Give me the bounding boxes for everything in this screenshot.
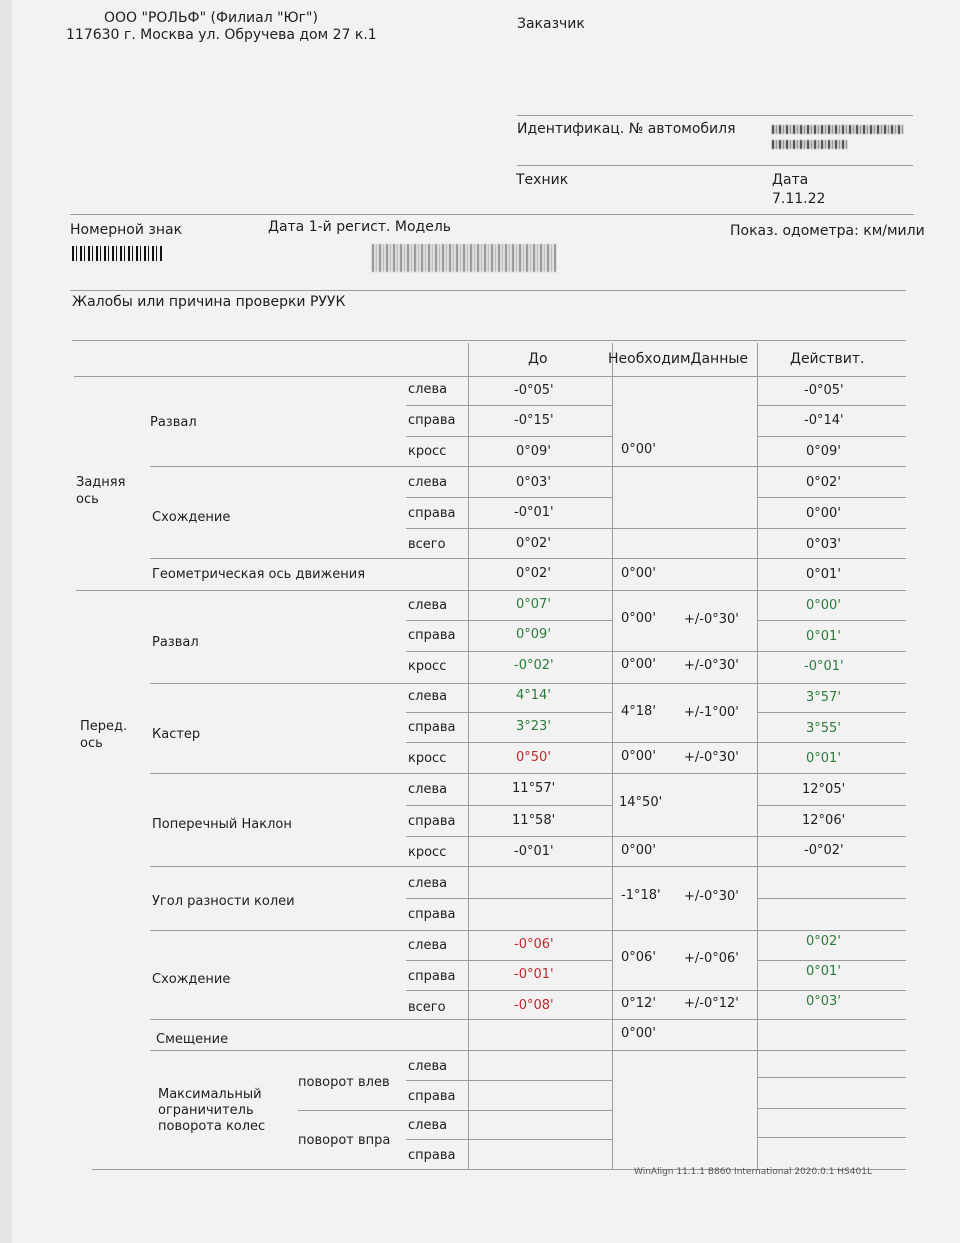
front-camber-cross-tolerance: +/-0°30' — [684, 658, 739, 673]
front-camber-side-left: слева — [408, 598, 448, 613]
front-toe-label: Схождение — [152, 972, 231, 987]
rear-camber-right-actual: -0°14' — [804, 413, 844, 428]
divider — [150, 1050, 906, 1051]
divider — [517, 115, 913, 116]
divider — [406, 405, 612, 406]
caster-tolerance: +/-1°00' — [684, 705, 739, 720]
divider — [406, 436, 612, 437]
rear-camber-left-before: -0°05' — [514, 383, 554, 398]
rear-toe-right-actual: 0°00' — [806, 506, 841, 521]
front-toe-side-total: всего — [408, 1000, 446, 1015]
divider — [757, 1108, 906, 1109]
rear-thrust-required: 0°00' — [621, 566, 656, 581]
sai-required: 14°50' — [619, 795, 663, 810]
redacted-vin-line-1 — [772, 125, 904, 134]
divider — [757, 742, 906, 743]
column-required-header: НеобходимДанные — [608, 351, 749, 367]
caster-cross-before: 0°50' — [516, 750, 551, 765]
rear-toe-side-left: слева — [408, 475, 448, 490]
caster-side-left: слева — [408, 689, 448, 704]
front-toe-required: 0°06' — [621, 950, 656, 965]
front-camber-cross-actual: -0°01' — [804, 659, 844, 674]
divider — [406, 528, 612, 529]
divider — [757, 836, 906, 837]
setback-label: Смещение — [156, 1032, 229, 1047]
divider — [757, 436, 906, 437]
front-camber-left-before: 0°07' — [516, 597, 551, 612]
sai-cross-before: -0°01' — [514, 844, 554, 859]
rear-toe-total-actual: 0°03' — [806, 537, 841, 552]
redacted-model — [372, 244, 556, 272]
divider — [406, 990, 612, 991]
divider — [406, 1139, 612, 1140]
toe-out-label: Угол разности колеи — [152, 894, 295, 909]
divider — [74, 376, 906, 377]
rear-camber-right-before: -0°15' — [514, 413, 554, 428]
background-desk — [0, 0, 12, 1243]
front-toe-side-right: справа — [408, 969, 456, 984]
rear-toe-label: Схождение — [152, 510, 231, 525]
divider — [612, 742, 757, 743]
divider — [150, 1019, 906, 1020]
toe-out-tolerance: +/-0°30' — [684, 889, 739, 904]
turn-left-label: поворот влев — [298, 1075, 390, 1090]
redacted-vin-line-2 — [772, 140, 848, 149]
front-camber-tolerance: +/-0°30' — [684, 612, 739, 627]
front-toe-left-before: -0°06' — [514, 937, 554, 952]
sai-right-before: 11°58' — [512, 813, 556, 828]
rear-thrust-label: Геометрическая ось движения — [152, 567, 366, 582]
divider — [757, 1077, 906, 1078]
divider — [757, 960, 906, 961]
divider — [757, 805, 906, 806]
caster-left-actual: 3°57' — [806, 690, 841, 705]
front-camber-cross-before: -0°02' — [514, 658, 554, 673]
divider — [406, 1080, 612, 1081]
rear-toe-side-total: всего — [408, 537, 446, 552]
lock-left-side-right: справа — [408, 1089, 456, 1104]
divider — [150, 683, 906, 684]
front-toe-left-actual: 0°02' — [806, 934, 841, 949]
divider — [406, 620, 612, 621]
sai-cross-required: 0°00' — [621, 843, 656, 858]
rear-camber-label: Развал — [150, 415, 197, 430]
front-toe-side-left: слева — [408, 938, 448, 953]
divider — [757, 898, 906, 899]
front-toe-total-actual: 0°03' — [806, 994, 841, 1009]
rear-toe-total-before: 0°02' — [516, 536, 551, 551]
divider — [612, 990, 757, 991]
rear-camber-side-left: слева — [408, 382, 448, 397]
rear-toe-side-right: справа — [408, 506, 456, 521]
caster-left-before: 4°14' — [516, 688, 551, 703]
rear-thrust-actual: 0°01' — [806, 567, 841, 582]
divider — [72, 340, 906, 341]
caster-label: Кастер — [152, 727, 201, 742]
customer-label: Заказчик — [517, 16, 585, 32]
front-camber-cross-required: 0°00' — [621, 657, 656, 672]
divider — [150, 773, 906, 774]
company-name: ООО "РОЛЬФ" (Филиал "Юг") — [104, 10, 318, 26]
redacted-plate — [72, 246, 164, 261]
lock-right-side-right: справа — [408, 1148, 456, 1163]
rear-camber-left-actual: -0°05' — [804, 383, 844, 398]
rear-toe-right-before: -0°01' — [514, 505, 554, 520]
divider — [70, 214, 914, 215]
column-before-header: До — [528, 351, 548, 367]
divider — [757, 990, 906, 991]
odometer-label: Показ. одометра: км/мили — [730, 223, 925, 239]
divider — [70, 290, 906, 291]
divider — [517, 165, 913, 166]
sai-side-left: слева — [408, 782, 448, 797]
divider — [757, 497, 906, 498]
divider — [406, 497, 612, 498]
sai-side-cross: кросс — [408, 845, 447, 860]
divider — [406, 836, 612, 837]
front-camber-required: 0°00' — [621, 611, 656, 626]
sai-side-right: справа — [408, 814, 456, 829]
divider — [757, 1137, 906, 1138]
caster-cross-required: 0°00' — [621, 749, 656, 764]
max-lock-label: Максимальный ограничитель поворота колес — [158, 1087, 266, 1134]
divider — [757, 620, 906, 621]
caster-side-cross: кросс — [408, 751, 447, 766]
technician-label: Техник — [516, 172, 569, 188]
date-label: Дата — [772, 172, 809, 188]
front-toe-total-required: 0°12' — [621, 996, 656, 1011]
column-actual-header: Действит. — [790, 351, 865, 367]
rear-toe-left-before: 0°03' — [516, 475, 551, 490]
software-footer: WinAlign 11.1.1 B860 International 2020.0.1 HS401L — [634, 1167, 872, 1177]
divider — [757, 405, 906, 406]
reg-model-label: Дата 1-й регист. Модель — [268, 219, 452, 235]
caster-required: 4°18' — [621, 704, 656, 719]
rear-toe-left-actual: 0°02' — [806, 475, 841, 490]
toe-out-side-right: справа — [408, 907, 456, 922]
vin-label: Идентификац. № автомобиля — [517, 121, 736, 137]
rear-camber-side-right: справа — [408, 413, 456, 428]
rear-camber-cross-actual: 0°09' — [806, 444, 841, 459]
divider — [150, 466, 906, 467]
divider — [612, 528, 757, 529]
sai-left-actual: 12°05' — [802, 782, 846, 797]
divider — [406, 742, 612, 743]
divider — [406, 898, 612, 899]
caster-right-before: 3°23' — [516, 719, 551, 734]
lock-right-side-left: слева — [408, 1118, 448, 1133]
front-toe-total-tolerance: +/-0°12' — [684, 996, 739, 1011]
rear-camber-side-cross: кросс — [408, 444, 447, 459]
caster-side-right: справа — [408, 720, 456, 735]
front-camber-right-before: 0°09' — [516, 627, 551, 642]
caster-cross-actual: 0°01' — [806, 751, 841, 766]
front-camber-side-cross: кросс — [408, 659, 447, 674]
front-camber-label: Развал — [152, 635, 199, 650]
plate-label: Номерной знак — [70, 222, 183, 238]
sai-cross-actual: -0°02' — [804, 843, 844, 858]
divider — [612, 836, 757, 837]
front-camber-side-right: справа — [408, 628, 456, 643]
toe-out-side-left: слева — [408, 876, 448, 891]
rear-camber-cross-required: 0°00' — [621, 442, 656, 457]
caster-right-actual: 3°55' — [806, 721, 841, 736]
divider — [150, 866, 906, 867]
divider — [757, 712, 906, 713]
setback-required: 0°00' — [621, 1026, 656, 1041]
divider — [406, 712, 612, 713]
divider — [406, 805, 612, 806]
toe-out-required: -1°18' — [621, 888, 661, 903]
divider — [406, 651, 612, 652]
date-value: 7.11.22 — [772, 191, 826, 207]
divider — [757, 528, 906, 529]
divider — [757, 651, 906, 652]
front-camber-right-actual: 0°01' — [806, 629, 841, 644]
lock-left-side-left: слева — [408, 1059, 448, 1074]
caster-cross-tolerance: +/-0°30' — [684, 750, 739, 765]
divider — [150, 930, 906, 931]
front-toe-tolerance: +/-0°06' — [684, 951, 739, 966]
complaints-label: Жалобы или причина проверки РУУК — [72, 294, 346, 310]
alignment-report-sheet — [12, 0, 960, 1243]
company-address: 117630 г. Москва ул. Обручева дом 27 к.1 — [66, 27, 377, 43]
divider — [612, 651, 757, 652]
divider — [298, 1110, 612, 1111]
front-axle-label: Перед. ось — [80, 719, 128, 751]
front-camber-left-actual: 0°00' — [806, 598, 841, 613]
rear-camber-cross-before: 0°09' — [516, 444, 551, 459]
divider — [406, 960, 612, 961]
front-toe-right-actual: 0°01' — [806, 964, 841, 979]
rear-axle-label: Задняя ось — [76, 475, 126, 507]
sai-label: Поперечный Наклон — [152, 817, 292, 832]
divider — [76, 590, 906, 591]
sai-right-actual: 12°06' — [802, 813, 846, 828]
turn-right-label: поворот впра — [298, 1133, 391, 1148]
front-toe-total-before: -0°08' — [514, 998, 554, 1013]
sai-left-before: 11°57' — [512, 781, 556, 796]
divider — [150, 558, 906, 559]
front-toe-right-before: -0°01' — [514, 967, 554, 982]
rear-thrust-before: 0°02' — [516, 566, 551, 581]
